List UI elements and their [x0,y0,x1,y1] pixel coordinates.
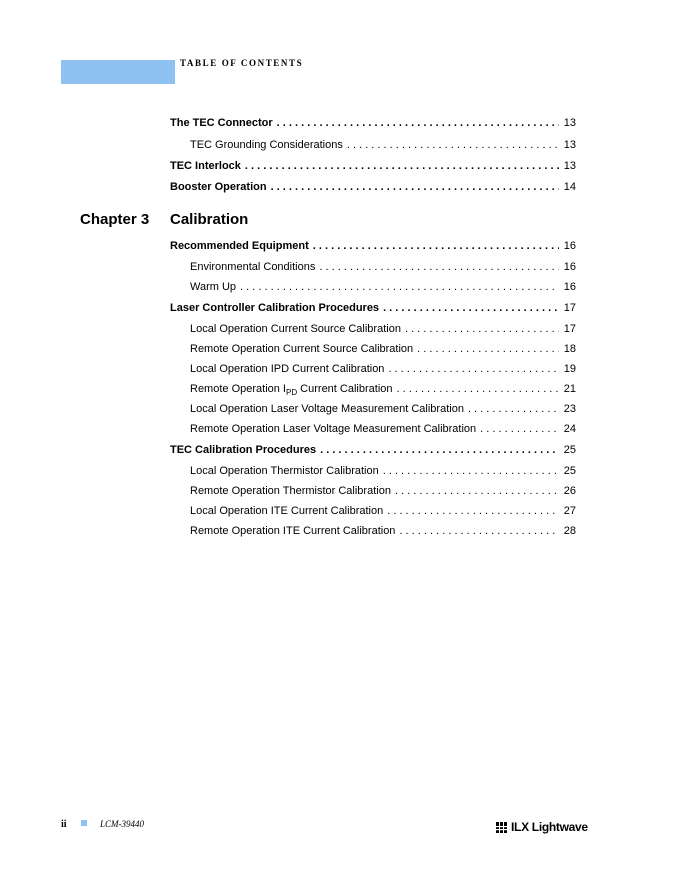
toc-entry-page: 26 [563,485,576,497]
toc-leader [399,525,558,537]
toc-entry-title: Remote Operation Laser Voltage Measurement Calibration [190,423,477,435]
toc-entry-page: 14 [563,181,576,193]
toc-entry[interactable] [190,261,576,273]
toc-entry-title: Environmental Conditions [190,261,316,273]
toc-entry-page: 23 [563,403,576,415]
toc-entry-title: Local Operation Current Source Calibration [190,323,401,335]
toc-entry[interactable] [190,525,576,537]
toc-entry-page: 16 [563,240,576,252]
chapter-number: Chapter 3 [80,211,150,228]
footer-page-number: ii [61,819,67,830]
toc-entry[interactable] [190,363,576,375]
toc-leader [320,444,559,456]
toc-entry-page: 18 [563,343,576,355]
toc-entry-title: Warm Up [190,281,237,293]
toc-leader [383,302,559,314]
toc-entry-title: Local Operation IPD Current Calibration [190,363,385,375]
logo-text: ILX Lightwave [511,820,588,834]
toc-leader [245,160,559,172]
toc-entry-page: 25 [563,465,576,477]
toc-leader [397,383,559,395]
toc-entry-title: TEC Grounding Considerations [190,139,343,151]
toc-entry[interactable] [190,323,576,335]
toc-entry[interactable] [170,240,576,252]
toc-entry-title-post: Current Calibration [297,383,393,395]
toc-leader [319,261,558,273]
toc-entry[interactable] [170,117,576,129]
toc-leader [388,363,558,375]
toc-entry-page: 16 [563,261,576,273]
toc-leader [347,139,559,151]
toc-entry[interactable] [190,465,576,477]
toc-entry-page: 16 [563,281,576,293]
toc-entry[interactable] [170,444,576,456]
toc-entry-page: 13 [563,160,576,172]
toc-entry[interactable] [190,505,576,517]
toc-leader [271,181,559,193]
toc-entry[interactable] [190,343,576,355]
toc-entry[interactable] [190,281,576,293]
toc-entry-title: TEC Calibration Procedures [170,444,317,456]
footer-square-icon [81,820,87,826]
toc-entry-page: 19 [563,363,576,375]
toc-entry-page: 17 [563,302,576,314]
toc-entry-title: Laser Controller Calibration Procedures [170,302,380,314]
toc-entry-page: 28 [563,525,576,537]
toc-leader [480,423,559,435]
toc-leader [387,505,559,517]
toc-entry[interactable] [190,485,576,497]
toc-entry-page: 17 [563,323,576,335]
toc-leader [468,403,559,415]
toc-entry[interactable] [170,181,576,193]
toc-entry-title: The TEC Connector [170,117,273,129]
toc-entry-title-pre: Remote Operation I [190,383,286,395]
toc-entry-title: Local Operation Thermistor Calibration [190,465,379,477]
toc-entry[interactable] [170,302,576,314]
toc-leader [313,240,559,252]
toc-leader [405,323,559,335]
toc-entry-page: 13 [563,117,576,129]
toc-entry-title: Remote Operation ITE Current Calibration [190,525,396,537]
toc-leader [383,465,559,477]
toc-entry-title-subscript: PD [286,388,298,397]
toc-entry-page: 13 [563,139,576,151]
toc-entry-page: 25 [563,444,576,456]
chapter-title[interactable]: Calibration [170,211,249,228]
toc-entry-title: Local Operation Laser Voltage Measurement Calibration [190,403,464,415]
toc-entry[interactable] [190,139,576,151]
toc-entry-title: Remote Operation Thermistor Calibration [190,485,391,497]
toc-leader [240,281,559,293]
toc-leader [417,343,559,355]
toc-entry-title: Booster Operation [170,181,267,193]
toc-entry-title: Remote Operation Current Source Calibration [190,343,414,355]
toc-entry[interactable] [170,160,576,172]
toc-leader [277,117,559,129]
toc-entry-page: 27 [563,505,576,517]
toc-entry-page: 24 [563,423,576,435]
header-accent-bar [61,60,175,84]
toc-entry-title [190,383,397,395]
ilx-logo-icon [496,822,509,833]
toc-entry-title: Recommended Equipment [170,240,309,252]
toc-entry-page: 21 [563,383,576,395]
toc-entry[interactable] [190,423,576,435]
toc-entry-title: Local Operation ITE Current Calibration [190,505,384,517]
toc-entry[interactable] [190,403,576,415]
page-header-title: TABLE OF CONTENTS [180,58,304,68]
toc-entry-title: TEC Interlock [170,160,241,172]
toc-leader [395,485,559,497]
ilx-lightwave-logo [496,820,588,834]
toc-entry[interactable] [190,383,576,395]
footer-document-id: LCM-39440 [100,819,145,829]
